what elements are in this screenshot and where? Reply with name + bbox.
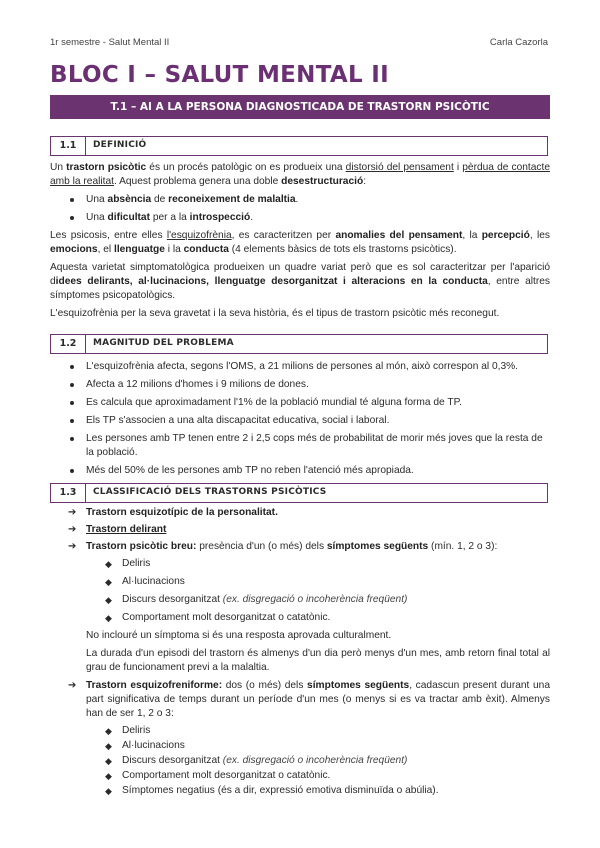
section-number: 1.1 (51, 137, 86, 155)
diamond-bullet-icon: ◆ (105, 595, 112, 605)
section-header-classificacio (50, 483, 548, 503)
list-item: ◆ Discurs desorganitzat (ex. disgregació o incoherència freqüent) (105, 755, 408, 766)
list-item: Una absència de reconeixement de malaltia. (50, 193, 550, 207)
list-item: Els TP s'associen a una alta discapacitat educativa, social i laboral. (50, 414, 550, 428)
list-item: Una dificultat per a la introspecció. (50, 211, 550, 225)
classification-item: ➔ Trastorn esquizofreniforme: dos (o més) dels símptomes següents, cadascun present durant una part significativa de temps durant un període d'un mes (o menys si es va tractar amb èxit). Almenys han de ser 1, 2 o 3: (68, 680, 550, 719)
list-item: L'esquizofrènia afecta, segons l'OMS, a 21 milions de persones al món, això correspon al 0,3%. (50, 360, 550, 374)
list-item: Les persones amb TP tenen entre 2 i 2,5 cops més de probabilitat de morir més joves que la resta de la població. (50, 432, 550, 460)
diamond-bullet-icon: ◆ (105, 771, 112, 781)
diamond-bullet-icon: ◆ (105, 559, 112, 569)
diamond-bullet-icon: ◆ (105, 577, 112, 587)
duration-note: La durada d'un episodi del trastorn és almenys d'un dia però menys d'un mes, amb retorn final total al grau de funcionament previ a la malaltia. (86, 648, 550, 673)
list-item: ◆ Al·lucinacions (105, 576, 185, 587)
page-title: BLOC I – SALUT MENTAL II (50, 62, 389, 88)
list-item: Més del 50% de les persones amb TP no reben l'atenció més apropiada. (50, 464, 550, 478)
diamond-bullet-icon: ◆ (105, 726, 112, 736)
section-header-definicio (50, 136, 548, 156)
section-title: MAGNITUD DEL PROBLEMA (93, 338, 234, 348)
section-number: 1.3 (51, 484, 86, 502)
arrow-right-icon: ➔ (68, 541, 77, 552)
list-item: Afecta a 12 milions d'homes i 9 milions de dones. (50, 378, 550, 392)
list-item: ◆ Discurs desorganitzat (ex. disgregació o incoherència freqüent) (105, 594, 408, 605)
diamond-bullet-icon: ◆ (105, 756, 112, 766)
psychosis-paragraph: Les psicosis, entre elles l'esquizofrènia, es caracteritzen per anomalies del pensament, la percepció, les emocions, el llenguatge i la conducta (4 elements bàsics de tots els trastorns psicòtics). (50, 230, 550, 255)
section-title: DEFINICIÓ (93, 140, 147, 150)
magnitude-list (50, 360, 550, 478)
list-item: Es calcula que aproximadament l'1% de la població mundial té alguna forma de TP. (50, 396, 550, 410)
symptom-variety-paragraph: Aquesta varietat simptomatològica produeixen un quadre variat però que es sol caracteritzar per l'aparició didees delirants, al·lucinacions, llenguatge desorganitzat i alteracions en la conducta, entre altres símptomes psicopatològics. (50, 262, 550, 301)
brief-symptoms-list (50, 557, 550, 625)
section-number: 1.2 (51, 335, 86, 353)
classification-item: ➔ Trastorn esquizotípic de la personalitat. (68, 507, 278, 518)
classification-item: ➔ Trastorn psicòtic breu: presència d'un (o més) dels símptomes següents (mín. 1, 2 o 3): (68, 541, 498, 552)
list-item: ◆ Comportament molt desorganitzat o catatònic. (105, 612, 331, 623)
arrow-right-icon: ➔ (68, 507, 77, 518)
header-author: Carla Cazorla (489, 37, 548, 48)
cultural-note: No inclouré un símptoma si és una resposta aprovada culturalment. (86, 630, 392, 641)
schizophrenia-paragraph: L'esquizofrènia per la seva gravetat i la seva història, és el tipus de trastorn psicòtic més reconegut. (50, 308, 500, 319)
list-item: ◆ Símptomes negatius (és a dir, expressió emotiva disminuïda o abúlia). (105, 785, 439, 796)
section-classificacio-body (50, 506, 550, 801)
section-magnitud-body (50, 360, 550, 482)
header-course: 1r semestre - Salut Mental II (50, 37, 170, 48)
list-item: ◆ Al·lucinacions (105, 740, 185, 751)
section-title: CLASSIFICACIÓ DELS TRASTORNS PSICÒTICS (93, 487, 327, 497)
destructuring-list (50, 193, 550, 225)
list-item: ◆ Comportament molt desorganitzat o catatònic. (105, 770, 331, 781)
arrow-right-icon: ➔ (68, 524, 77, 535)
topic-banner: T.1 – AI A LA PERSONA DIAGNOSTICADA DE TRASTORN PSICÒTIC (50, 95, 550, 119)
list-item: ◆ Deliris (105, 558, 151, 569)
schizophreniform-symptoms-list (50, 724, 550, 798)
list-item: ◆ Deliris (105, 725, 151, 736)
arrow-right-icon: ➔ (68, 680, 77, 691)
diamond-bullet-icon: ◆ (105, 613, 112, 623)
diamond-bullet-icon: ◆ (105, 786, 112, 796)
section-definicio-body (50, 161, 550, 325)
definition-paragraph: Un trastorn psicòtic és un procés patològic on es produeix una distorsió del pensament i pèrdua de contacte amb la realitat. Aquest problema genera una doble desestructuració: (50, 162, 550, 187)
diamond-bullet-icon: ◆ (105, 741, 112, 751)
classification-item: ➔ Trastorn delirant (68, 524, 167, 535)
section-header-magnitud (50, 334, 548, 354)
